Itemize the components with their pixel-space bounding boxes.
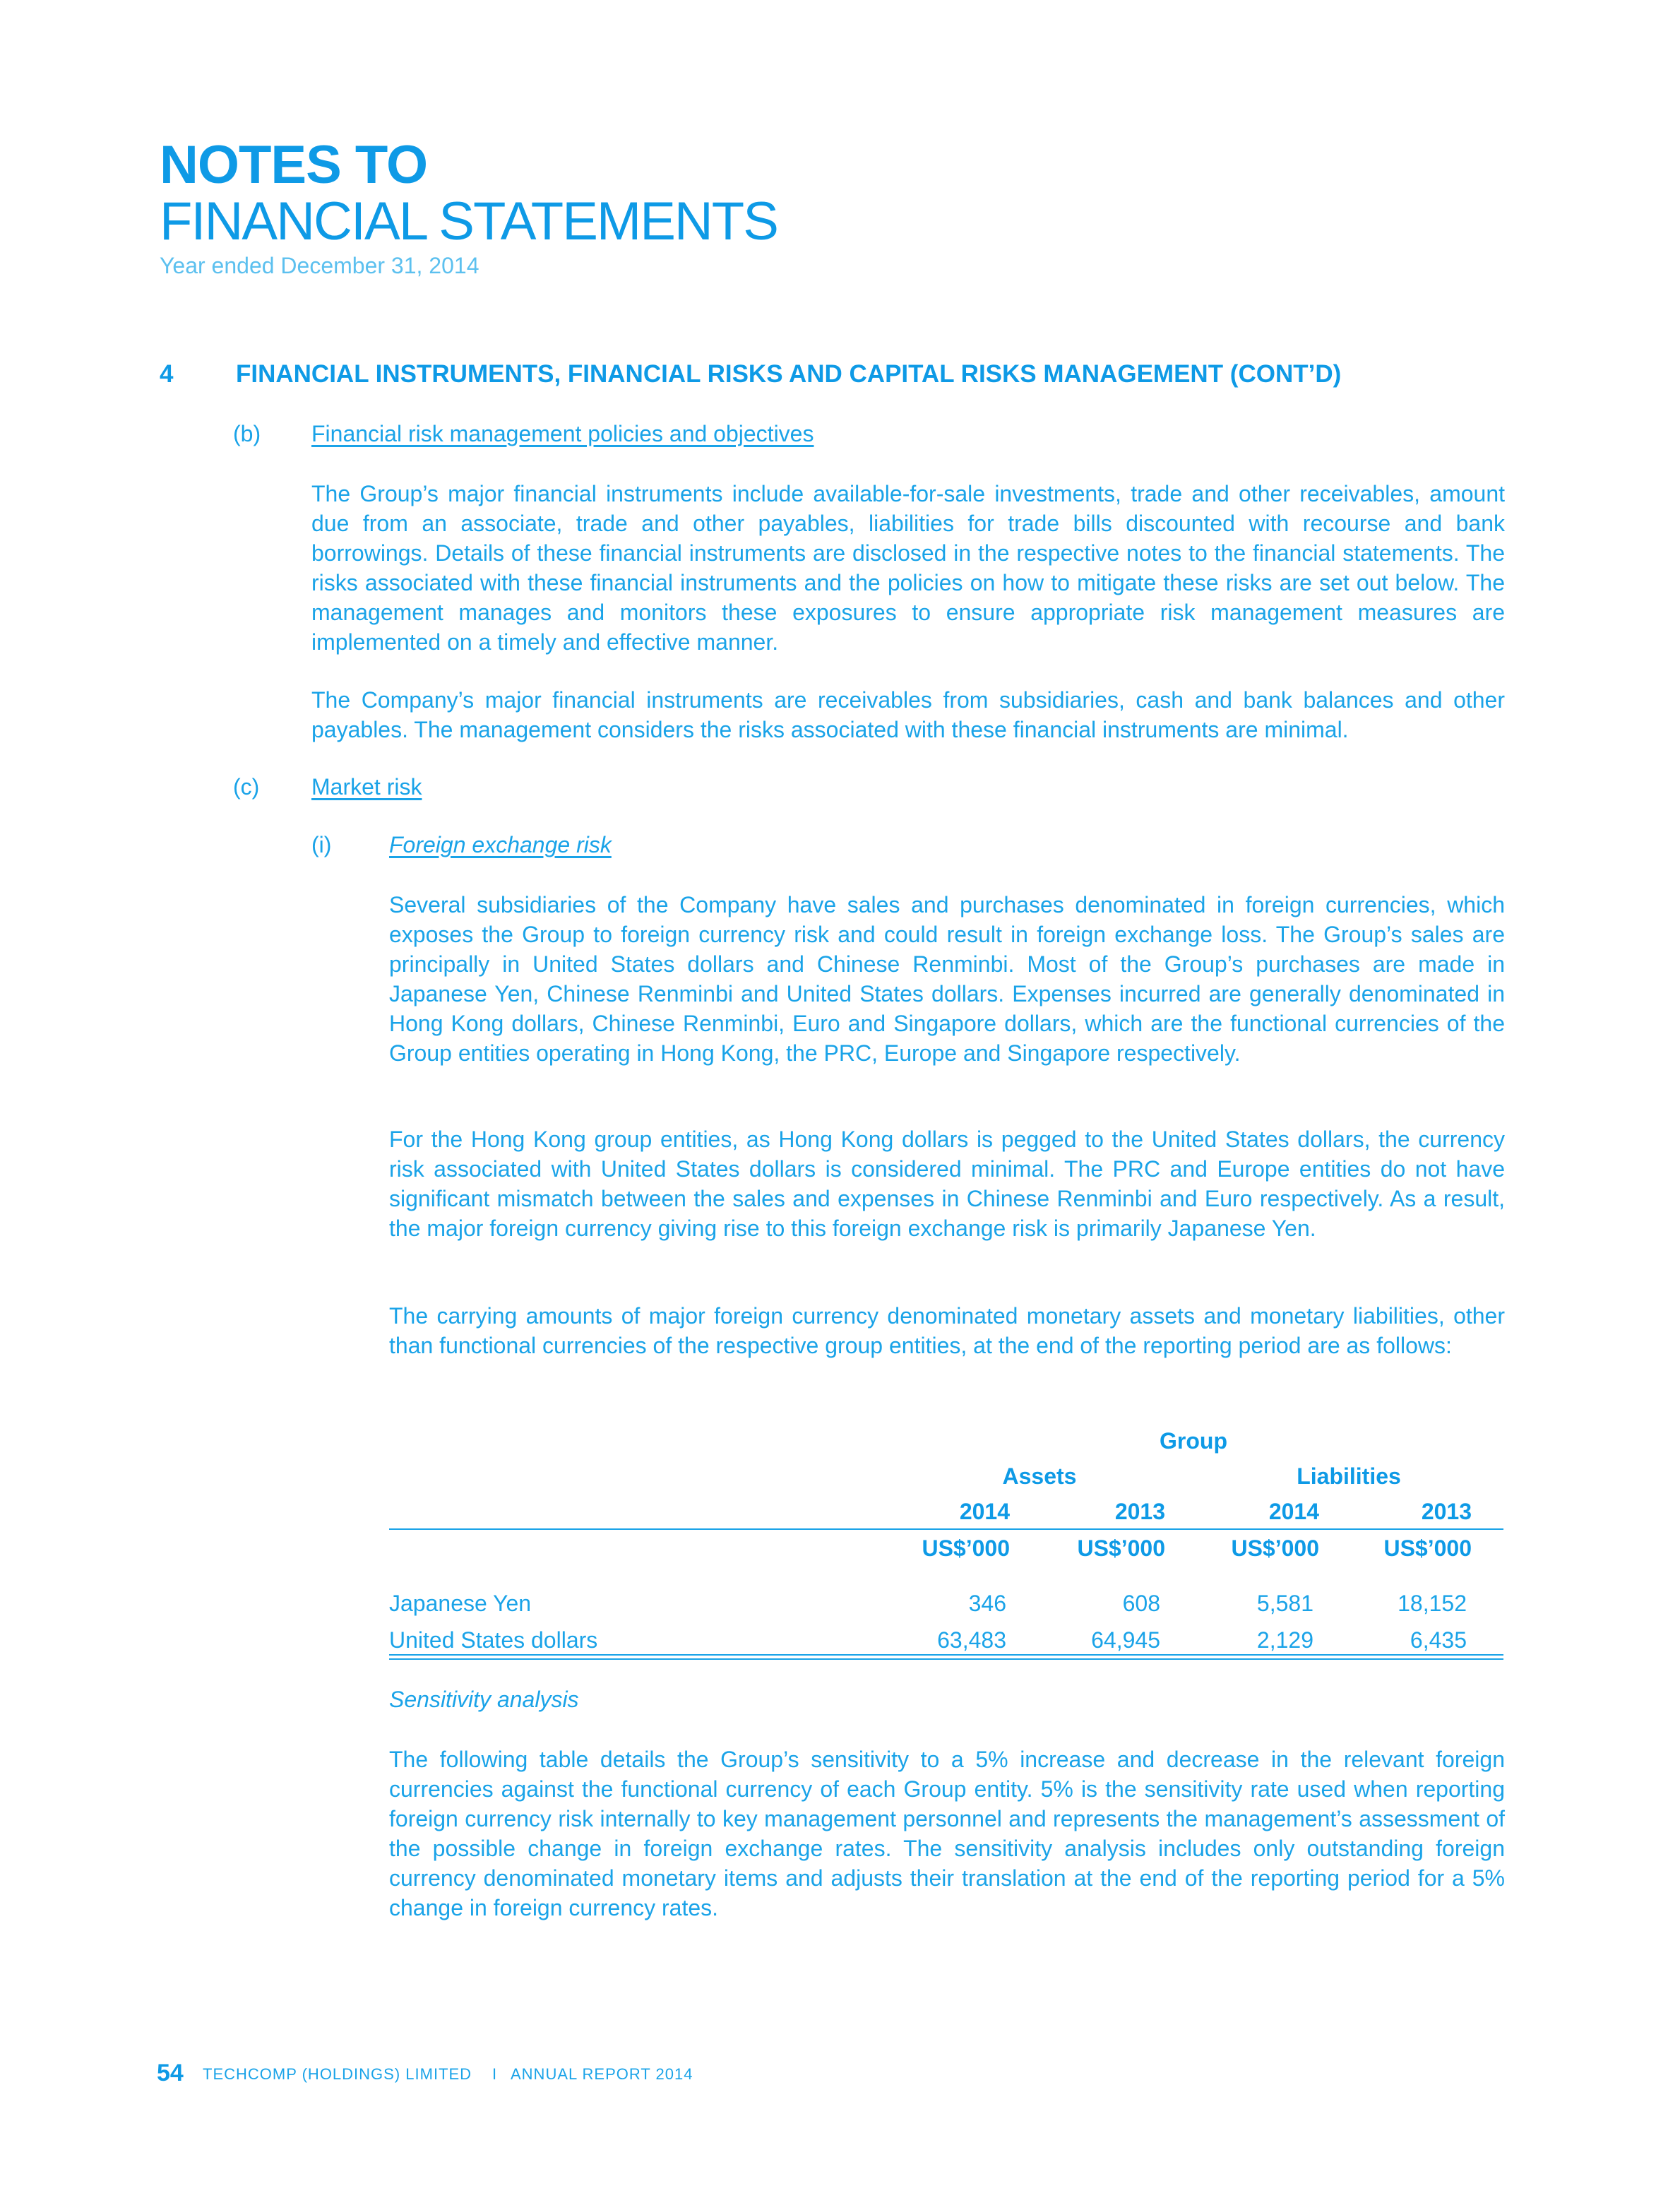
paragraph-b-2: The Company’s major financial instruments are receivables from subsidiaries, cash and bank balances and other payables. The management considers the risks associated with these financial instruments are minimal. <box>311 687 1505 742</box>
table-unit-header: US$’000 <box>922 1535 1010 1561</box>
paragraph-i-1: Several subsidiaries of the Company have sales and purchases denominated in foreign currencies, which exposes the Group to foreign currency risk and could result in foreign exchange loss. The Group’s sales are principally in United States dollars and Chinese Renminbi. Most of the Group’s purchases are made in Japanese Yen, Chinese Renminbi and United States dollars. Expenses incurred are generally denominated in Hong Kong dollars, Chinese Renminbi, Euro and Singapore dollars, which are the functional currencies of the Group entities operating in Hong Kong, the PRC, Europe and Singapore respectively. <box>389 892 1505 1066</box>
table-header-rule <box>389 1528 1503 1530</box>
table-group-header: Group <box>1160 1428 1227 1454</box>
table-year-header: 2013 <box>1421 1499 1472 1524</box>
table-cell: 6,435 <box>1410 1627 1467 1653</box>
paragraph-i-3: The carrying amounts of major foreign currency denominated monetary assets and monetary liabilities, other than functional currencies of the respective group entities, at the end of the reporting period are as follows: <box>389 1303 1505 1358</box>
paragraph-b-1: The Group’s major financial instruments include available-for-sale investments, trade and other receivables, amount due from an associate, trade and other payables, liabilities for trade bills discounted with recourse and bank borrowings. Details of these financial instruments are disclosed in the respective notes to the financial statements. The risks associated with these financial instruments and the policies on how to mitigate these risks are set out below. The management manages and monitors these exposures to ensure appropriate risk management measures are implemented on a timely and effective manner. <box>311 481 1505 655</box>
table-total-rule-bottom <box>389 1658 1503 1660</box>
table-cell: 2,129 <box>1256 1627 1313 1653</box>
page-number: 54 <box>157 2060 184 2086</box>
table-row-label: Japanese Yen <box>389 1591 532 1616</box>
table-cell: 64,945 <box>1091 1627 1160 1653</box>
table-cell: 18,152 <box>1398 1591 1467 1616</box>
table-total-rule-top <box>389 1654 1503 1656</box>
subsection-c-label: (c) <box>233 774 260 800</box>
subsection-b-heading: Financial risk management policies and objectives <box>311 421 814 446</box>
subsection-i-label: (i) <box>311 832 332 857</box>
page-title-line1: NOTES TO <box>160 135 428 195</box>
table-unit-header: US$’000 <box>1231 1535 1319 1561</box>
page-title-line2: FINANCIAL STATEMENTS <box>160 191 778 251</box>
subsection-c-heading: Market risk <box>311 774 422 800</box>
footer-separator: I <box>492 2065 497 2083</box>
section-title: FINANCIAL INSTRUMENTS, FINANCIAL RISKS AND CAPITAL RISKS MANAGEMENT (CONT’D) <box>236 360 1342 388</box>
table-row-label: United States dollars <box>389 1627 598 1653</box>
table-year-header: 2013 <box>1114 1499 1165 1524</box>
footer-report-title: ANNUAL REPORT 2014 <box>511 2065 693 2083</box>
page-subtitle: Year ended December 31, 2014 <box>160 253 479 278</box>
table-assets-header: Assets <box>1002 1463 1077 1489</box>
subsection-b-label: (b) <box>233 421 261 446</box>
table-year-header: 2014 <box>959 1499 1010 1524</box>
table-cell: 63,483 <box>937 1627 1006 1653</box>
table-liabilities-header: Liabilities <box>1297 1463 1401 1489</box>
table-cell: 346 <box>968 1591 1006 1616</box>
table-cell: 5,581 <box>1256 1591 1313 1616</box>
section-number: 4 <box>160 360 174 388</box>
paragraph-i-2: For the Hong Kong group entities, as Hong Kong dollars is pegged to the United States dollars, the currency risk associated with United States dollars is considered minimal. The PRC and Europe entities do not have significant mismatch between the sales and expenses in Chinese Renminbi and Euro respectively. As a result, the major foreign currency giving rise to this foreign exchange risk is primarily Japanese Yen. <box>389 1127 1505 1241</box>
sensitivity-heading: Sensitivity analysis <box>389 1687 579 1712</box>
sensitivity-paragraph: The following table details the Group’s sensitivity to a 5% increase and decrease in the relevant foreign currencies against the functional currency of each Group entity. 5% is the sensitivity rate used when reporting foreign currency risk internally to key management personnel and represents the management’s assessment of the possible change in foreign exchange rates. The sensitivity analysis includes only outstanding foreign currency denominated monetary items and adjusts their translation at the end of the reporting period for a 5% change in foreign currency rates. <box>389 1747 1505 1920</box>
table-year-header: 2014 <box>1268 1499 1319 1524</box>
subsection-i-heading: Foreign exchange risk <box>389 832 612 857</box>
table-unit-header: US$’000 <box>1077 1535 1165 1561</box>
table-unit-header: US$’000 <box>1383 1535 1472 1561</box>
footer-company: TECHCOMP (HOLDINGS) LIMITED <box>203 2065 472 2083</box>
table-cell: 608 <box>1122 1591 1160 1616</box>
